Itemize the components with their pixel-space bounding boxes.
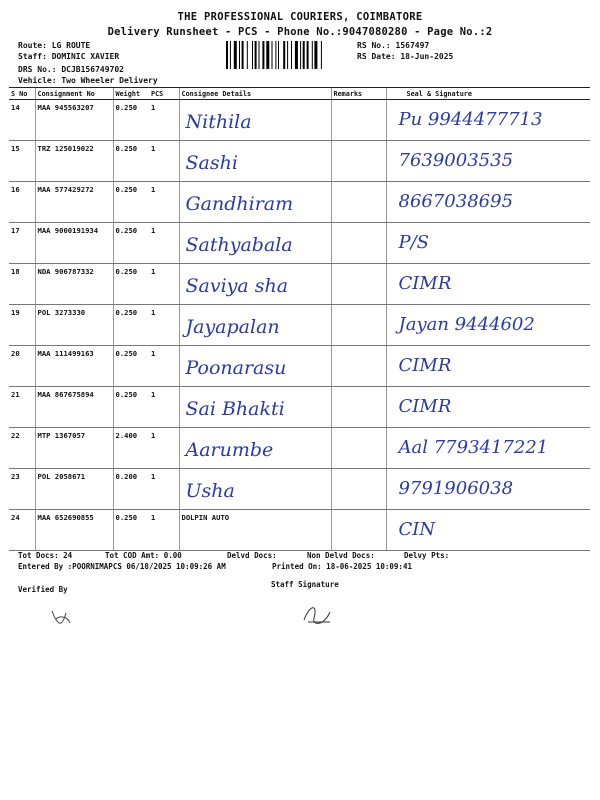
table-row <box>9 141 590 182</box>
verified-by: Verified By <box>18 585 68 594</box>
handwritten-signature: Aal 7793417221 <box>398 437 549 458</box>
barcode-bar <box>275 41 276 69</box>
weight-cell: 0.250 <box>113 305 149 346</box>
table-row <box>9 387 590 428</box>
remarks-cell <box>331 510 386 551</box>
barcode-bar <box>283 41 285 69</box>
handwritten-receiver-name: Jayapalan <box>185 316 280 338</box>
consignment-cell: MAA 652690855 <box>35 510 113 551</box>
table-row <box>9 510 590 551</box>
remarks-cell <box>331 387 386 428</box>
consignment-cell: POL 2058671 <box>35 469 113 510</box>
consignee-cell <box>179 346 331 387</box>
signature-cell <box>386 305 590 346</box>
remarks-cell <box>331 141 386 182</box>
signature-cell <box>386 100 590 141</box>
barcode-bar <box>252 41 253 69</box>
table-row <box>9 305 590 346</box>
sno-cell: 17 <box>9 223 35 264</box>
handwritten-signature: CIN <box>398 519 436 540</box>
remarks-cell <box>331 469 386 510</box>
remarks-cell <box>331 428 386 469</box>
handwritten-signature: 8667038695 <box>398 191 514 212</box>
barcode-bar <box>307 41 309 69</box>
weight-cell: 0.250 <box>113 510 149 551</box>
handwritten-receiver-name: Aarumbe <box>185 439 274 461</box>
remarks-cell <box>331 305 386 346</box>
consignee-cell <box>179 428 331 469</box>
handwritten-receiver-name: Sai Bhakti <box>185 398 285 420</box>
weight-cell: 0.250 <box>113 387 149 428</box>
remarks-cell <box>331 346 386 387</box>
signature-cell <box>386 346 590 387</box>
barcode-bar <box>259 41 260 69</box>
weight-cell: 0.250 <box>113 264 149 305</box>
col-weight: Weight <box>113 88 149 100</box>
sno-cell: 23 <box>9 469 35 510</box>
table-row <box>9 182 590 223</box>
handwritten-receiver-name: Gandhiram <box>185 193 294 215</box>
drs-number: DRS No.: DCJB156749702 <box>18 65 124 74</box>
barcode-bar <box>266 41 269 69</box>
remarks-cell <box>331 264 386 305</box>
barcode-bar <box>291 41 292 69</box>
table-row <box>9 100 590 141</box>
signature-cell <box>386 469 590 510</box>
barcode-bar <box>247 41 248 69</box>
sno-cell: 20 <box>9 346 35 387</box>
signature-cell <box>386 141 590 182</box>
tot-docs: Tot Docs: 24 <box>18 551 73 560</box>
table-row <box>9 346 590 387</box>
remarks-cell <box>331 100 386 141</box>
handwritten-signature: CIMR <box>398 355 452 376</box>
col-pcs: PCS <box>149 88 179 100</box>
barcode-bar <box>272 41 273 69</box>
signature-cell <box>386 264 590 305</box>
handwritten-receiver-name: Poonarasu <box>185 357 287 379</box>
barcode-bar <box>262 41 264 69</box>
handwritten-signature: P/S <box>398 232 430 253</box>
table-row <box>9 264 590 305</box>
pcs-cell: 1 <box>149 510 179 551</box>
barcode-bar <box>312 41 313 69</box>
remarks-cell <box>331 223 386 264</box>
handwritten-receiver-name: Saviya sha <box>185 275 289 297</box>
sno-cell: 18 <box>9 264 35 305</box>
delvd-docs: Delvd Docs: <box>227 551 277 560</box>
signature-cell <box>386 387 590 428</box>
pcs-cell: 1 <box>149 428 179 469</box>
consignment-cell: MAA 945563207 <box>35 100 113 141</box>
remarks-cell <box>331 182 386 223</box>
barcode-bar <box>239 41 240 69</box>
barcode-bar <box>314 41 317 69</box>
vehicle-label: Vehicle: Two Wheeler Delivery <box>18 76 158 85</box>
consignee-cell <box>179 305 331 346</box>
non-delvd-docs: Non Delvd Docs: <box>307 551 375 560</box>
pcs-cell: 1 <box>149 182 179 223</box>
barcode-bar <box>300 41 301 69</box>
consignment-cell: MAA 867675894 <box>35 387 113 428</box>
sno-cell: 24 <box>9 510 35 551</box>
rs-number: RS No.: 1567497 <box>357 41 430 50</box>
company-title: THE PROFESSIONAL COURIERS, COIMBATORE <box>177 11 423 23</box>
signature-cell <box>386 223 590 264</box>
consignee-name: DOLPIN AUTO <box>181 513 230 522</box>
sno-cell: 14 <box>9 100 35 141</box>
runsheet-subtitle: Delivery Runsheet - PCS - Phone No.:9047080280 - Page No.:2 <box>107 26 493 38</box>
tot-cod: Tot COD Amt: 0.00 <box>105 551 182 560</box>
weight-cell: 0.250 <box>113 100 149 141</box>
consignee-cell <box>179 387 331 428</box>
sno-cell: 21 <box>9 387 35 428</box>
table-row <box>9 428 590 469</box>
table-row <box>9 469 590 510</box>
runsheet-table <box>9 87 590 551</box>
signature-cell <box>386 510 590 551</box>
barcode-bar <box>230 41 231 69</box>
barcode-bar <box>255 41 257 69</box>
pcs-cell: 1 <box>149 264 179 305</box>
handwritten-signature: CIMR <box>398 396 452 417</box>
consignment-cell: MAA 9000191934 <box>35 223 113 264</box>
barcode-bar <box>303 41 305 69</box>
consignee-cell <box>179 223 331 264</box>
printed-on: Printed On: 18-06-2025 10:09:41 <box>272 562 412 571</box>
verifier-signature-scribble <box>48 605 74 629</box>
barcode <box>226 41 346 69</box>
col-consignee: Consignee Details <box>179 88 331 100</box>
staff-label: Staff: DOMINIC XAVIER <box>18 52 120 61</box>
consignment-cell: MAA 577429272 <box>35 182 113 223</box>
handwritten-receiver-name: Sathyabala <box>185 234 293 256</box>
sno-cell: 16 <box>9 182 35 223</box>
pcs-cell: 1 <box>149 305 179 346</box>
staff-signature-scribble <box>300 600 336 630</box>
pcs-cell: 1 <box>149 141 179 182</box>
consignment-cell: MTP 1367057 <box>35 428 113 469</box>
consignee-cell <box>179 182 331 223</box>
pcs-cell: 1 <box>149 469 179 510</box>
handwritten-receiver-name: Nithila <box>185 111 252 133</box>
barcode-bar <box>287 41 288 69</box>
col-remarks: Remarks <box>331 88 386 100</box>
delvy-pts: Delvy Pts: <box>404 551 450 560</box>
table-row <box>9 223 590 264</box>
consignment-cell: POL 3273330 <box>35 305 113 346</box>
handwritten-signature: Pu 9944477713 <box>398 109 543 130</box>
sno-cell: 15 <box>9 141 35 182</box>
weight-cell: 0.250 <box>113 141 149 182</box>
col-consignment: Consignment No <box>35 88 113 100</box>
consignment-cell: TRZ 125019022 <box>35 141 113 182</box>
handwritten-receiver-name: Sashi <box>185 152 238 174</box>
consignee-cell <box>179 100 331 141</box>
handwritten-signature: Jayan 9444602 <box>398 314 535 335</box>
pcs-cell: 1 <box>149 346 179 387</box>
pcs-cell: 1 <box>149 100 179 141</box>
weight-cell: 0.250 <box>113 223 149 264</box>
table-header-row <box>9 88 590 100</box>
pcs-cell: 1 <box>149 387 179 428</box>
weight-cell: 0.250 <box>113 346 149 387</box>
entered-by: Entered By :POORNIMAPCS 06/18/2025 10:09:26 AM <box>18 562 226 571</box>
handwritten-signature: 7639003535 <box>398 150 514 171</box>
barcode-bar <box>234 41 237 69</box>
consignee-cell <box>179 141 331 182</box>
handwritten-signature: 9791906038 <box>398 478 514 499</box>
sno-cell: 22 <box>9 428 35 469</box>
consignee-cell <box>179 510 331 551</box>
consignee-cell <box>179 264 331 305</box>
consignment-cell: NDA 906787332 <box>35 264 113 305</box>
route-label: Route: LG ROUTE <box>18 41 91 50</box>
barcode-bar <box>278 41 279 69</box>
weight-cell: 0.250 <box>113 182 149 223</box>
staff-signature-label: Staff Signature <box>271 580 339 589</box>
consignee-cell <box>179 469 331 510</box>
barcode-bar <box>242 41 244 69</box>
weight-cell: 0.200 <box>113 469 149 510</box>
col-sno: S No <box>9 88 35 100</box>
weight-cell: 2.400 <box>113 428 149 469</box>
barcode-bar <box>295 41 298 69</box>
signature-cell <box>386 428 590 469</box>
rs-date: RS Date: 18-Jun-2025 <box>357 52 454 61</box>
handwritten-receiver-name: Usha <box>185 480 235 502</box>
sno-cell: 19 <box>9 305 35 346</box>
barcode-bar <box>321 41 322 69</box>
col-signature: Seal & Signature <box>386 88 590 100</box>
barcode-bar <box>226 41 228 69</box>
pcs-cell: 1 <box>149 223 179 264</box>
consignment-cell: MAA 111499163 <box>35 346 113 387</box>
signature-cell <box>386 182 590 223</box>
handwritten-signature: CIMR <box>398 273 452 294</box>
